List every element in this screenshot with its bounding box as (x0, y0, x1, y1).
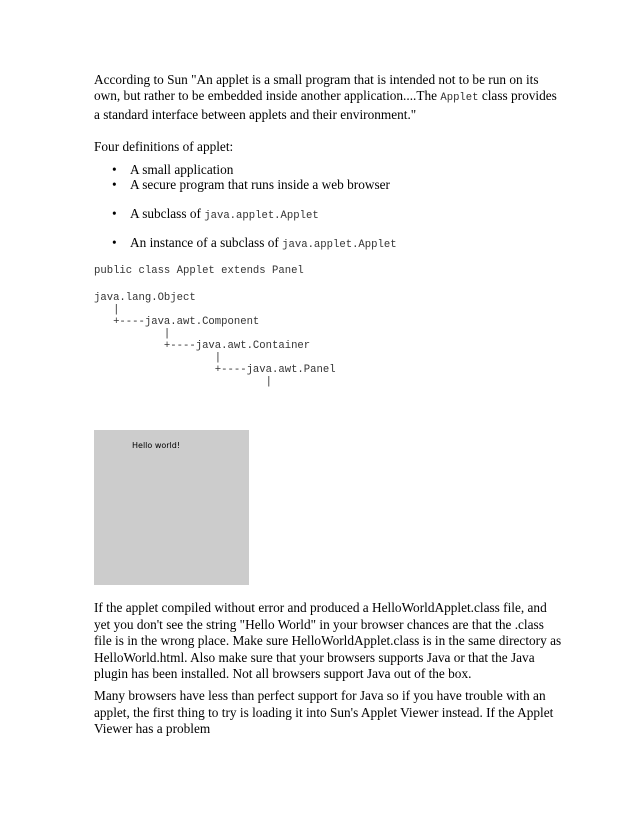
applet-demo-panel (94, 430, 249, 585)
definition-text (130, 235, 397, 253)
definition-label: An instance of a subclass of (130, 235, 283, 250)
definitions-heading: Four definitions of applet: (94, 138, 234, 154)
hierarchy-line: | (94, 304, 120, 316)
intro-code-applet: Applet (440, 92, 479, 105)
definition-code: java.applet.Applet (204, 210, 319, 222)
hierarchy-line: +----java.awt.Panel (94, 364, 336, 376)
definition-text (130, 177, 390, 193)
definition-label: A secure program that runs inside a web browser (130, 177, 390, 192)
hierarchy-line: | (94, 328, 171, 340)
definition-label: A subclass of (130, 206, 205, 221)
explanation-paragraph: If the applet compiled without error and produced a HelloWorldApplet.class file, and yet you don't see the string "Hello World" in your browser chances are that the .class file is in the wrong place. Make sure HelloWorldApplet.class is in the same directory as HelloWorld.html. Also make sure that your browsers supports Java or that the Java plugin has been installed. Not all browsers support Java out of the box. (94, 600, 562, 681)
intro-paragraph (94, 72, 564, 123)
intro-text-start: According to Sun "An applet is a small program that is intended not to be run on its own, but rather to be embedded inside another application....The (94, 72, 539, 104)
definition-label: A small application (130, 162, 234, 177)
document-page (94, 72, 564, 155)
hierarchy-line: +----java.awt.Container (94, 340, 311, 352)
browser-support-paragraph: Many browsers have less than perfect support for Java so if you have trouble with an applet, the first thing to try is loading it into Sun's Applet Viewer instead. If the Applet Viewer has a problem (94, 688, 554, 736)
intro-text-end: class provides a standard interface between applets and their environment." (94, 88, 557, 122)
hierarchy-line: +----java.awt.Component (94, 316, 260, 328)
definition-text (130, 162, 233, 178)
definition-code: java.applet.Applet (282, 239, 397, 251)
bullet-icon: • (112, 235, 117, 250)
hierarchy-line: | (94, 376, 273, 388)
class-declaration: public class Applet extends Panel (94, 265, 304, 277)
hierarchy-line: java.lang.Object (94, 292, 196, 304)
applet-hello-text: Hello world! (132, 441, 181, 450)
hierarchy-line: | (94, 352, 222, 364)
bullet-icon: • (112, 177, 117, 192)
definition-text (130, 206, 319, 224)
bullet-icon: • (112, 162, 117, 177)
bullet-icon: • (112, 206, 117, 221)
